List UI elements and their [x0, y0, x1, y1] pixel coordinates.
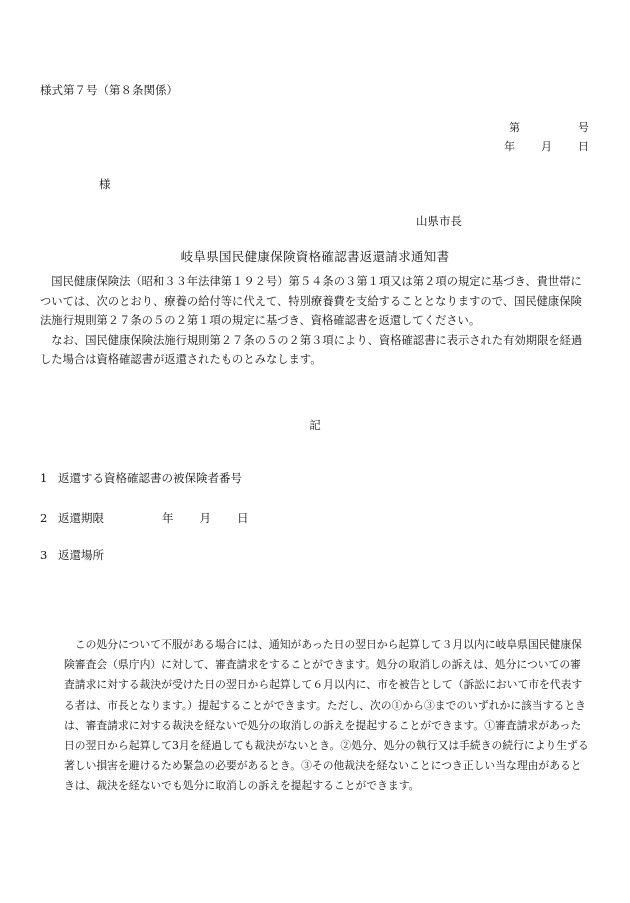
deadline-day: 日: [237, 511, 249, 525]
item-label: 返還する資格確認書の被保険者番号: [58, 471, 242, 485]
deadline-month: 月: [199, 511, 211, 525]
item-return-deadline: [40, 510, 249, 526]
document-title: 岐阜県国民健康保険資格確認書返還請求通知書: [180, 249, 450, 264]
document-number: [509, 119, 589, 135]
ki-heading: 記: [309, 418, 321, 432]
item-return-place: [40, 547, 104, 563]
addressee: 様: [99, 177, 111, 191]
document-date: [504, 138, 589, 154]
appeal-notice: この処分について不服がある場合には、通知があった日の翌日から起算して３月以内に岐阜県国民健康保険審査会（県庁内）に対して、審査請求をすることができます。処分の取消しの訴えは、処分についての審査請求に対する裁決が受けた日の翌日から起算して６月以内に、市を被告として（訴訟において市を代表する者は、市長となります。）提起することができます。ただし、次の①から③までのいずれかに該当するときは、審査請求に対する裁決を経ないで処分の取消しの訴えを提起することができます。①審査請求があった日の翌日から起算して3月を経過しても裁決がないとき。②処分、処分の執行又は手続きの続行により生ずる著しい損害を避けるため緊急の必要があるとき。③その他裁決を経ないことにつき正しい当な理由があるときは、裁決を経ないでも処分に取消しの訴えを提起することができます。: [64, 638, 589, 793]
item-label: 返還期限: [58, 511, 104, 525]
item-insured-number: [40, 470, 242, 486]
date-month: 月: [541, 140, 552, 153]
issuer: 山県市長: [416, 214, 462, 228]
body-text: [40, 272, 592, 370]
form-number: 様式第７号（第８条関係）: [40, 83, 178, 97]
document-number-prefix: 第: [509, 121, 520, 134]
item-number: 2: [40, 511, 48, 525]
return-deadline-date: [130, 510, 249, 526]
body-paragraph-2: なお、国民健康保険法施行規則第２７条の５の２第３項により、資格確認書に表示された有効期限を経過した場合は資格確認書が返還されたものとみなします。: [40, 333, 583, 366]
document-number-suffix: 号: [578, 121, 589, 134]
body-paragraph-1: 国民健康保険法（昭和３３年法律第１９２号）第５４条の３第１項又は第２項の規定に基づき、貴世帯については、次のとおり、療養の給付等に代えて、特別療養費を支給することとなりますので、国民健康保険法施行規則第２７条の５の２第１項の規定に基づき、資格確認書を返還してください。: [40, 275, 582, 327]
deadline-year: 年: [162, 511, 174, 525]
item-number: 3: [40, 548, 48, 562]
date-day: 日: [578, 140, 589, 153]
date-year: 年: [504, 140, 515, 153]
item-label: 返還場所: [58, 548, 104, 562]
item-number: 1: [40, 471, 48, 485]
